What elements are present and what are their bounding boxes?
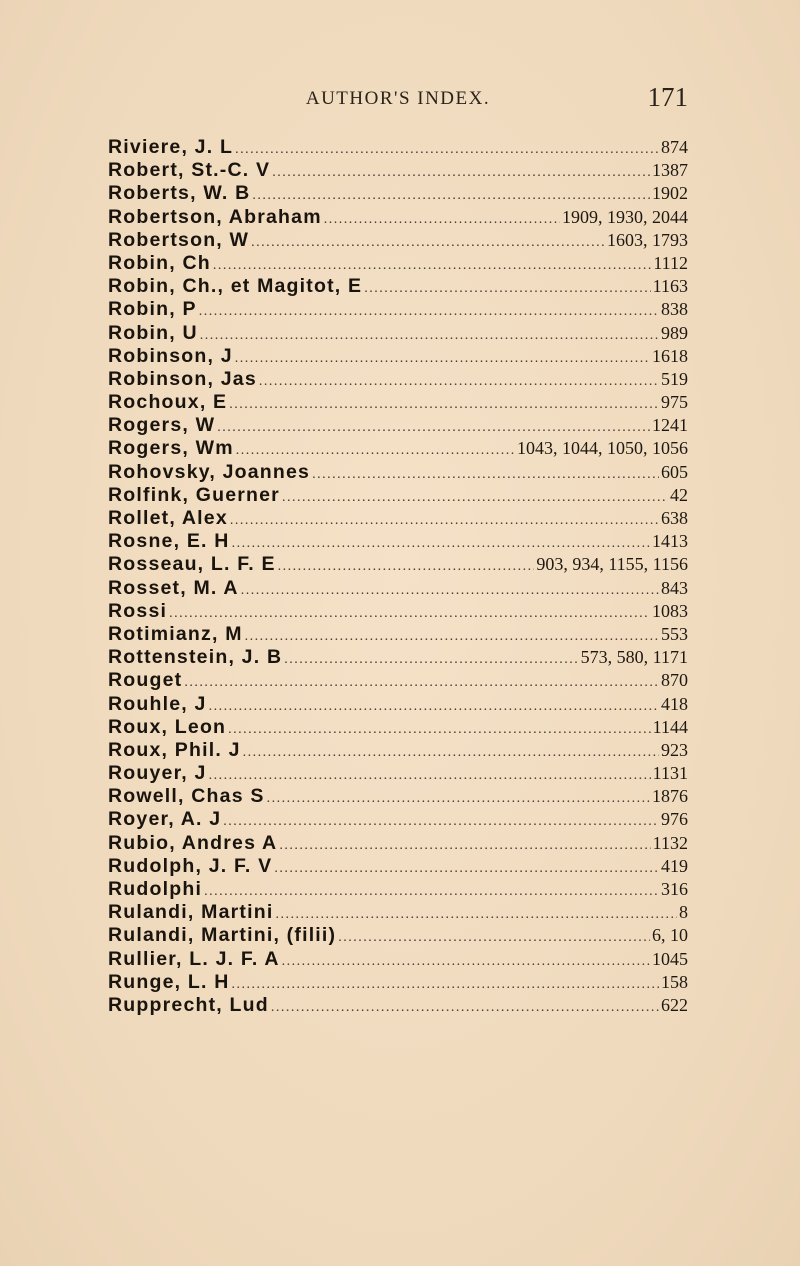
page-references: 1131	[652, 763, 688, 784]
dot-leader	[169, 606, 650, 622]
dot-leader	[232, 536, 650, 552]
author-name: Rouyer, J	[108, 762, 207, 785]
index-entry	[108, 994, 688, 1017]
dot-leader	[235, 142, 659, 158]
dot-leader	[284, 652, 578, 668]
index-entry	[108, 414, 688, 437]
page-references: 838	[661, 299, 688, 320]
author-name: Robertson, Abraham	[108, 205, 322, 228]
page-references: 1043, 1044, 1050, 1056	[517, 438, 688, 459]
index-entry	[108, 206, 688, 229]
index-entry	[108, 808, 688, 831]
index-entry	[108, 298, 688, 321]
index-entry	[108, 437, 688, 460]
index-entry	[108, 159, 688, 182]
index-entry	[108, 345, 688, 368]
index-entry	[108, 136, 688, 159]
page-references: 638	[661, 508, 688, 528]
index-entry	[108, 252, 688, 275]
author-name: Rolfink, Guerner	[108, 483, 280, 506]
index-entry	[108, 832, 688, 855]
page-references: 975	[661, 392, 688, 413]
index-entry	[108, 716, 688, 739]
index-entry	[108, 901, 688, 924]
author-name: Rouhle, J	[108, 692, 207, 715]
author-name: Robert, St.-C. V	[108, 159, 271, 182]
page-references: 1112	[653, 252, 688, 273]
page-references: 1618	[652, 345, 688, 366]
author-name: Rullier, L. J. F. A	[108, 947, 280, 970]
dot-leader	[364, 281, 650, 297]
author-name: Rotimianz, M	[108, 622, 243, 645]
index-entry	[108, 693, 688, 716]
page-references: 8	[679, 902, 688, 923]
dot-leader	[278, 559, 535, 575]
page-references: 1132	[652, 832, 688, 853]
page-references: 1144	[652, 716, 688, 737]
index-entry	[108, 878, 688, 901]
index-entry	[108, 785, 688, 808]
page-references: 1241	[652, 415, 688, 436]
page-references: 989	[661, 322, 688, 343]
dot-leader	[204, 884, 659, 900]
dot-leader	[184, 675, 659, 691]
author-name: Rollet, Alex	[108, 507, 228, 529]
author-name: Rochoux, E	[108, 391, 228, 414]
dot-leader	[272, 165, 650, 181]
dot-leader	[259, 374, 659, 390]
dot-leader	[241, 583, 659, 599]
page-references: 1387	[652, 160, 688, 181]
page-references: 874	[661, 137, 688, 157]
author-name: Rulandi, Martini, (filii)	[108, 924, 337, 947]
author-name: Rosset, M. A	[108, 576, 239, 599]
dot-leader	[245, 629, 659, 645]
page-references: 1876	[652, 786, 688, 807]
dot-leader	[252, 188, 650, 204]
author-name: Rowell, Chas S	[108, 785, 265, 808]
dot-leader	[209, 768, 651, 784]
page-references: 158	[661, 971, 688, 992]
index-entry	[108, 507, 688, 530]
dot-leader	[235, 351, 650, 367]
dot-leader	[200, 328, 659, 344]
author-name: Robin, U	[108, 321, 198, 344]
dot-leader	[338, 930, 650, 946]
index-entry	[108, 275, 688, 298]
dot-leader	[312, 467, 659, 483]
index-entry	[108, 646, 688, 669]
dot-leader	[267, 791, 650, 807]
page-references: 1413	[652, 531, 688, 552]
dot-leader	[229, 397, 659, 413]
dot-leader	[199, 304, 659, 320]
page-references: 622	[661, 994, 688, 1015]
page-header	[108, 82, 688, 116]
dot-leader	[209, 699, 659, 715]
index-entry	[108, 391, 688, 414]
author-name: Robinson, Jas	[108, 367, 257, 390]
author-name: Robin, Ch., et Magitot, E	[108, 275, 363, 298]
page-references: 923	[661, 739, 688, 760]
page-references: 1603, 1793	[607, 229, 688, 250]
dot-leader	[282, 490, 668, 506]
author-name: Rupprecht, Lud	[108, 993, 269, 1016]
dot-leader	[236, 443, 515, 459]
author-name: Runge, L. H	[108, 970, 230, 993]
author-index-list	[108, 136, 688, 1017]
dot-leader	[243, 745, 659, 761]
page-references: 903, 934, 1155, 1156	[536, 554, 688, 575]
author-name: Rogers, W	[108, 414, 216, 437]
dot-leader	[213, 258, 651, 274]
index-entry	[108, 600, 688, 623]
dot-leader	[228, 722, 650, 738]
index-entry	[108, 182, 688, 205]
dot-leader	[282, 954, 650, 970]
author-name: Robin, P	[108, 298, 197, 321]
page-references: 6, 10	[652, 925, 688, 946]
dot-leader	[324, 212, 560, 228]
author-name: Royer, A. J	[108, 808, 222, 831]
page-references: 418	[661, 693, 688, 714]
index-entry	[108, 948, 688, 971]
dot-leader	[274, 861, 659, 877]
page-references: 843	[661, 577, 688, 598]
index-entry	[108, 577, 688, 600]
dot-leader	[251, 235, 605, 251]
author-name: Rudolph, J. F. V	[108, 854, 273, 877]
index-entry	[108, 669, 688, 692]
index-entry	[108, 762, 688, 785]
dot-leader	[223, 814, 659, 830]
index-entry	[108, 461, 688, 484]
page-references: 419	[661, 855, 688, 876]
dot-leader	[279, 838, 650, 854]
dot-leader	[232, 977, 659, 993]
page-references: 1083	[652, 600, 688, 621]
author-name: Rohovsky, Joannes	[108, 460, 311, 483]
author-name: Rottenstein, J. B	[108, 646, 283, 669]
author-name: Rulandi, Martini	[108, 901, 274, 924]
author-name: Robertson, W	[108, 228, 250, 251]
author-name: Robin, Ch	[108, 251, 211, 274]
author-name: Robinson, J	[108, 344, 233, 367]
page-references: 553	[661, 623, 688, 644]
index-entry	[108, 530, 688, 553]
index-entry	[108, 855, 688, 878]
page-references: 1902	[652, 183, 688, 204]
dot-leader	[275, 907, 677, 923]
index-entry	[108, 229, 688, 252]
page-references: 42	[670, 484, 688, 505]
index-entry	[108, 971, 688, 994]
page-references: 316	[661, 879, 688, 899]
author-name: Rosne, E. H	[108, 530, 230, 553]
page-references: 605	[661, 461, 688, 482]
author-name: Roux, Phil. J	[108, 738, 241, 761]
author-name: Rouget	[108, 669, 183, 692]
author-name: Rosseau, L. F. E	[108, 553, 276, 576]
page-references: 519	[661, 368, 688, 389]
index-entry	[108, 368, 688, 391]
page-references: 976	[661, 809, 688, 830]
index-entry	[108, 924, 688, 947]
index-entry	[108, 553, 688, 576]
author-name: Rogers, Wm	[108, 437, 234, 460]
dot-leader	[217, 420, 650, 436]
page-references: 1045	[652, 948, 688, 969]
dot-leader	[230, 513, 659, 529]
author-name: Rudolphi	[108, 878, 203, 900]
index-entry	[108, 739, 688, 762]
index-entry	[108, 322, 688, 345]
page-references: 870	[661, 670, 688, 691]
page-references: 573, 580, 1171	[580, 647, 688, 668]
author-name: Roberts, W. B	[108, 182, 251, 205]
running-title: AUTHOR'S INDEX.	[305, 88, 491, 109]
dot-leader	[271, 1000, 659, 1016]
index-entry	[108, 623, 688, 646]
page-references: 1163	[652, 276, 688, 297]
page-number: 171	[647, 82, 688, 112]
author-name: Riviere, J. L	[108, 136, 234, 158]
index-entry	[108, 484, 688, 507]
page-references: 1909, 1930, 2044	[562, 206, 688, 227]
author-name: Roux, Leon	[108, 715, 227, 738]
author-name: Rossi	[108, 599, 168, 622]
author-name: Rubio, Andres A	[108, 831, 278, 854]
